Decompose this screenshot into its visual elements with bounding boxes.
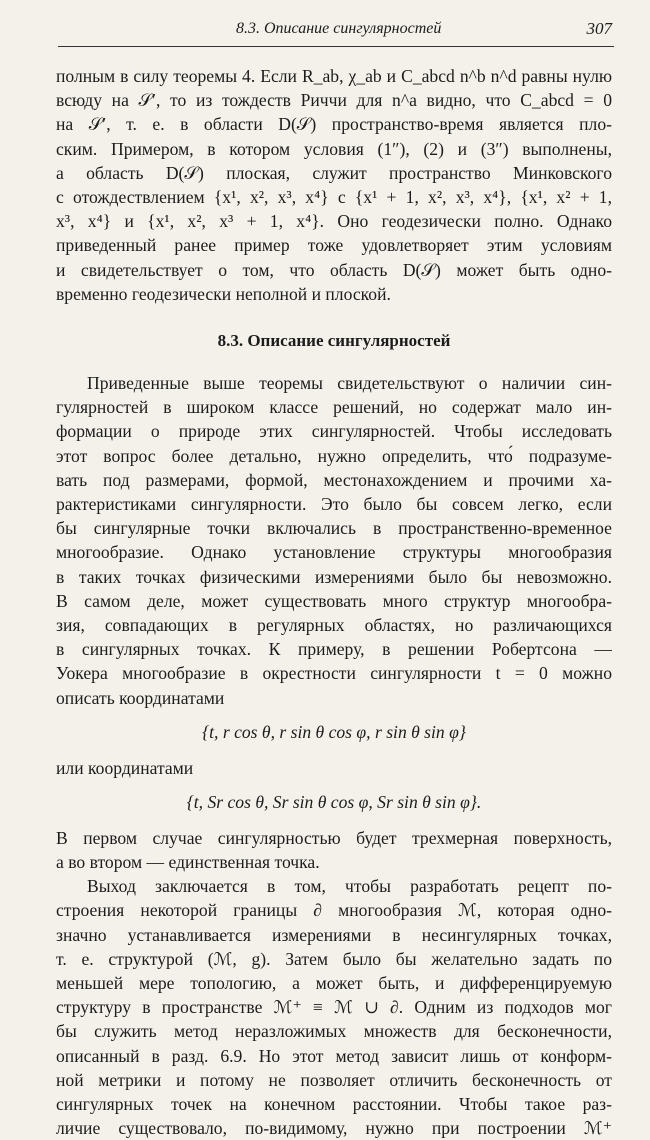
text-line: бы служить метод неразложимых множеств для бесконечности, <box>56 1021 612 1042</box>
text-line: с отождествлением {x¹, x², x³, x⁴} с {x¹ + 1, x², x³, x⁴}, {x¹, x² + 1, <box>56 186 612 207</box>
text-line: или координатами <box>56 757 194 778</box>
running-title: 8.3. Описание сингулярностей <box>236 20 442 37</box>
text-line: приведенный ранее пример тоже удовлетворяет этим условиям <box>56 235 612 256</box>
text-line: этот вопрос более детально, нужно определить, что́ подразуме- <box>56 445 612 466</box>
text-line: а во втором — единственная точка. <box>56 852 320 873</box>
text-line: всюду на 𝒮′, то из тождеств Риччи для n^a видно, что C_abcd = 0 <box>56 90 612 111</box>
text-line: рактеристиками сингулярности. Это было бы совсем легко, если <box>56 494 612 514</box>
text-line: и свидетельствует о том, что область D(𝒮) может быть одно- <box>56 259 612 280</box>
text-line: на 𝒮′, т. е. в области D(𝒮) пространство-время является пло- <box>56 114 612 135</box>
text-line: В первом случае сингулярностью будет трехмерная поверхность, <box>56 827 612 848</box>
text-line: т. е. структурой (ℳ, g). Затем было бы желательно задать по <box>56 948 612 969</box>
text-line: Уокера многообразие в окрестности сингулярности t = 0 можно <box>56 663 612 684</box>
text-line: в сингулярных точках. К примеру, в решении Робертсона — <box>56 639 612 660</box>
page-number: 307 <box>586 19 612 38</box>
text-line: структуру в пространстве ℳ⁺ ≡ ℳ ∪ ∂. Одним из подходов мог <box>56 997 612 1018</box>
running-header <box>58 18 614 47</box>
text-line: x³, x⁴} и {x¹, x², x³ + 1, x⁴}. Оно геодезически полно. Однако <box>56 211 612 232</box>
text-line: значно устанавливается измерениями в несингулярных точках, <box>56 924 612 945</box>
text-line: бы сингулярные точки включались в пространственно-временное <box>56 518 612 539</box>
text-line: меньшей мере топологию, а может быть, и дифференцируемую <box>56 973 612 993</box>
text-line: строения некоторой границы ∂ многообразия ℳ, которая одно- <box>56 900 612 921</box>
text-line: в таких точках физическими измерениями было бы невозможно. <box>56 566 612 587</box>
text-line: описать координатами <box>56 687 225 708</box>
page-body <box>56 64 612 1140</box>
text-line: Приведенные выше теоремы свидетельствуют о наличии син- <box>87 373 612 394</box>
display-formula: {t, Sr cos θ, Sr sin θ cos φ, Sr sin θ sin φ}. <box>186 791 482 812</box>
text-line: вать под размерами, формой, местонахождением и прочими ха- <box>56 469 612 490</box>
text-line: ной метрики и потому не позволяет отличить бесконечность от <box>56 1069 612 1090</box>
display-formula: {t, r cos θ, r sin θ cos φ, r sin θ sin φ} <box>202 721 466 742</box>
text-line: описанный в разд. 6.9. Но этот метод зависит лишь от конформ- <box>56 1045 612 1066</box>
text-line: полным в силу теоремы 4. Если R_ab, χ_ab и C_abcd n^b n^d равны нулю <box>56 66 612 86</box>
text-line: многообразие. Однако установление структуры многообразия <box>56 542 612 563</box>
text-line: формации о природе этих сингулярностей. Чтобы исследовать <box>56 421 612 442</box>
section-heading: 8.3. Описание сингулярностей <box>217 330 451 350</box>
text-line: а область D(𝒮) плоская, служит пространство Минковского <box>56 162 612 183</box>
text-line: сингулярных точек на конечном расстоянии. Чтобы такое раз- <box>56 1093 612 1114</box>
text-line: ским. Примером, в котором условия (1″), (2) и (3″) выполнены, <box>56 138 612 159</box>
text-line: Выход заключается в том, чтобы разработать рецепт по- <box>87 876 612 897</box>
text-line: зия, совпадающих в регулярных областях, но различающихся <box>56 614 612 635</box>
text-line: В самом деле, может существовать много структур многообра- <box>56 590 612 611</box>
text-line: временно геодезически неполной и плоской. <box>56 283 391 304</box>
text-line: гулярностей в широком классе решений, но содержат мало ин- <box>56 397 612 418</box>
text-line: личие существовало, по-видимому, нужно при построении ℳ⁺ <box>56 1118 612 1139</box>
